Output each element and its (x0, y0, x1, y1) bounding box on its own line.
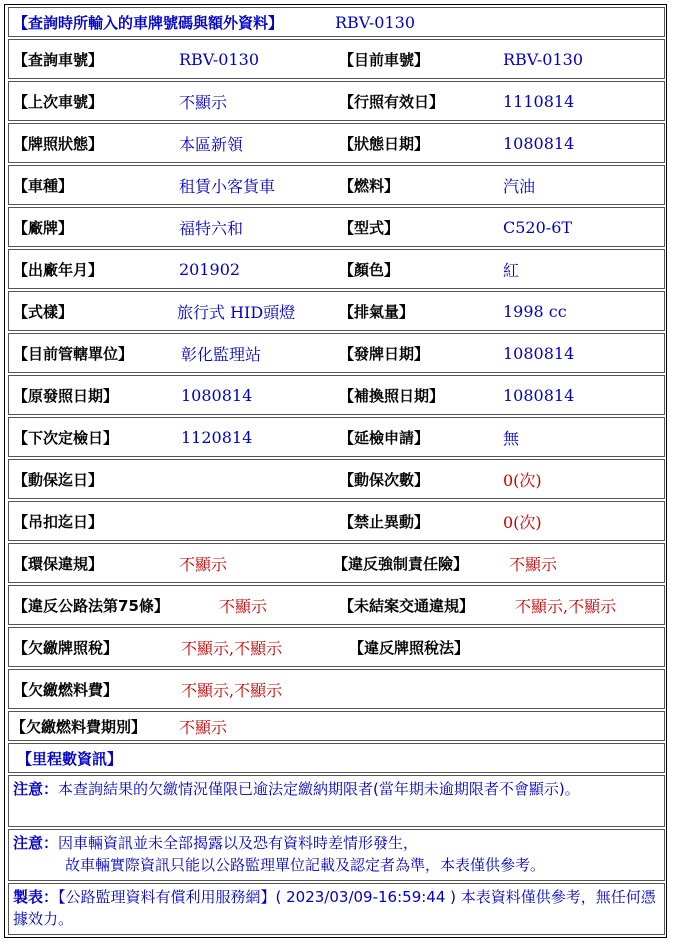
field-value: RBV-0130 (503, 49, 584, 69)
table-row (8, 627, 665, 667)
field-label: 【禁止異動】 (339, 512, 430, 531)
field-label: 【牌照狀態】 (13, 134, 104, 153)
fuel-period-label: 【欠繳燃料費期別】 (11, 717, 147, 736)
note-disclaimer-prefix: 注意： (13, 834, 59, 852)
field-label: 【發牌日期】 (339, 344, 430, 363)
field-label: 【下次定檢日】 (13, 428, 119, 447)
field-value: 1110814 (503, 91, 575, 111)
query-header (8, 7, 665, 37)
footer-text: 【公路監理資料有償利用服務網】( 2023/03/09-16:59:44 ) 本表資料僅供參考，無任何憑據效力。 (13, 888, 656, 928)
field-label: 【動保迄日】 (13, 470, 104, 489)
table-row (8, 459, 665, 499)
field-value: 0(次) (503, 470, 542, 490)
header-plate: RBV-0130 (335, 12, 416, 32)
field-label: 【上次車號】 (13, 92, 104, 111)
field-label: 【原發照日期】 (13, 386, 119, 405)
field-value: 1120814 (181, 427, 253, 447)
table-row (8, 417, 665, 457)
table-row (8, 543, 665, 583)
field-value: 1080814 (503, 385, 575, 405)
field-label: 【目前車號】 (339, 50, 430, 69)
field-label: 【行照有效日】 (339, 92, 445, 111)
field-label: 【違反牌照稅法】 (349, 638, 470, 657)
table-row (8, 39, 665, 79)
table-row (8, 81, 665, 121)
field-label: 【查詢車號】 (13, 50, 104, 69)
field-label: 【延檢申請】 (339, 428, 430, 447)
fuel-period-value: 不顯示 (179, 717, 228, 737)
field-value: 1080814 (503, 133, 575, 153)
field-label: 【目前管轄單位】 (13, 344, 134, 363)
fuel-period-row (8, 711, 665, 741)
field-label: 【狀態日期】 (339, 134, 430, 153)
field-value: 0(次) (503, 512, 542, 532)
field-label: 【動保次數】 (339, 470, 430, 489)
field-value: 租賃小客貨車 (179, 176, 276, 196)
field-label: 【違反強制責任險】 (333, 554, 469, 573)
field-value: 無 (503, 428, 520, 448)
field-value: 不顯示 (179, 554, 228, 574)
footer-prefix: 製表： (13, 888, 59, 906)
header-label: 【查詢時所輸入的車牌號碼與額外資料】 (13, 13, 284, 32)
field-label: 【吊扣迄日】 (13, 512, 104, 531)
table-row (8, 207, 665, 247)
field-label: 【欠繳牌照稅】 (13, 638, 119, 657)
field-label: 【排氣量】 (339, 302, 415, 321)
table-row (8, 291, 665, 331)
mileage-label: 【里程數資訊】 (17, 749, 123, 768)
field-value: 不顯示,不顯示 (181, 680, 283, 700)
table-row (8, 669, 665, 709)
field-value: C520-6T (503, 217, 573, 237)
field-value: 紅 (503, 260, 520, 280)
field-value: 汽油 (503, 176, 536, 196)
table-row (8, 165, 665, 205)
field-label: 【廠牌】 (13, 218, 74, 237)
field-value: 不顯示 (219, 596, 268, 616)
field-value: 不顯示 (179, 92, 228, 112)
field-value: 不顯示,不顯示 (181, 638, 283, 658)
field-value: 旅行式 HID頭燈 (177, 302, 296, 322)
field-value: RBV-0130 (179, 49, 260, 69)
table-row (8, 585, 665, 625)
report-footer (8, 883, 665, 935)
field-value: 福特六和 (179, 218, 244, 238)
field-label: 【型式】 (339, 218, 400, 237)
field-label: 【未結案交通違規】 (339, 596, 475, 615)
table-row (8, 333, 665, 373)
note-overdue (8, 775, 665, 827)
field-label: 【欠繳燃料費】 (13, 680, 119, 699)
mileage-row (8, 743, 665, 773)
field-value: 不顯示,不顯示 (515, 596, 617, 616)
field-label: 【補換照日期】 (339, 386, 445, 405)
note-overdue-text: 本查詢結果的欠繳情況僅限已逾法定繳納期限者(當年期未逾期限者不會顯示)。 (58, 780, 580, 798)
field-value: 1998 cc (503, 301, 567, 321)
table-row (8, 123, 665, 163)
field-value: 201902 (179, 259, 241, 279)
note-disclaimer-line1: 因車輛資訊並未全部揭露以及恐有資料時差情形發生， (58, 834, 419, 852)
field-label: 【燃料】 (339, 176, 400, 195)
field-label: 【出廠年月】 (13, 260, 104, 279)
field-label: 【車種】 (13, 176, 74, 195)
table-row (8, 375, 665, 415)
note-disclaimer (8, 829, 665, 881)
field-value: 本區新領 (179, 134, 244, 154)
table-row (8, 249, 665, 289)
table-row (8, 501, 665, 541)
field-value: 彰化監理站 (181, 344, 262, 364)
field-label: 【違反公路法第75條】 (13, 596, 169, 615)
field-value: 1080814 (503, 343, 575, 363)
note-disclaimer-line2: 故車輛實際資訊只能以公路監理單位記載及認定者為準，本表僅供參考。 (65, 856, 546, 874)
field-value: 1080814 (181, 385, 253, 405)
field-label: 【式樣】 (13, 302, 74, 321)
field-label: 【顏色】 (339, 260, 400, 279)
note-overdue-prefix: 注意： (13, 780, 59, 798)
field-value: 不顯示 (509, 554, 558, 574)
field-label: 【環保違規】 (13, 554, 104, 573)
